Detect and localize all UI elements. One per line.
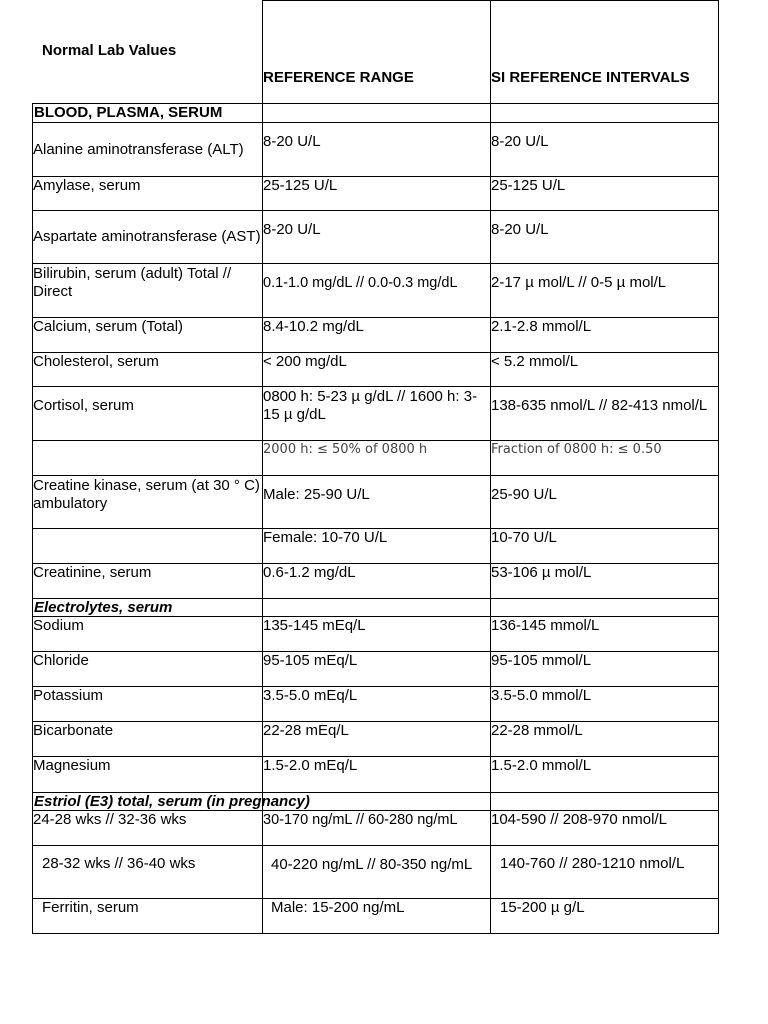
lab-reference-range: Male: 25-90 U/L — [263, 486, 370, 503]
lab-test-name: Cortisol, serum — [33, 397, 134, 414]
lab-reference-range: 95-105 mEq/L — [263, 652, 358, 669]
lab-test-name: Alanine aminotransferase (ALT) — [33, 140, 244, 158]
lab-reference-range: 135-145 mEq/L — [263, 617, 366, 634]
lab-test-name — [33, 441, 261, 459]
lab-si-interval: 95-105 mmol/L — [491, 652, 592, 669]
lab-reference-range: 40-220 ng/mL // 80-350 ng/mL — [271, 856, 473, 873]
lab-si-interval: 25-125 U/L — [491, 177, 566, 194]
lab-si-interval: 8-20 U/L — [491, 133, 549, 150]
lab-test-name: Potassium — [33, 687, 104, 704]
lab-si-interval: Fraction of 0800 h: ≤ 0.50 — [491, 442, 662, 457]
lab-reference-range: 1.5-2.0 mEq/L — [263, 757, 358, 774]
lab-si-interval: 104-590 // 208-970 nmol/L — [491, 811, 667, 828]
lab-reference-range: 8-20 U/L — [263, 221, 321, 238]
lab-si-interval: 2-17 µ mol/L // 0-5 µ mol/L — [491, 274, 667, 291]
lab-si-interval: 15-200 µ g/L — [500, 899, 585, 916]
lab-reference-range: < 200 mg/dL — [263, 353, 347, 370]
lab-reference-range: 0.6-1.2 mg/dL — [263, 564, 356, 581]
lab-test-name: Ferritin, serum — [42, 899, 139, 916]
column-header-si-intervals: SI REFERENCE INTERVALS — [491, 69, 690, 86]
lab-si-interval: 22-28 mmol/L — [491, 722, 583, 739]
table-border-top — [262, 0, 719, 1]
lab-test-name: 24-28 wks // 32-36 wks — [33, 811, 187, 828]
lab-si-interval: 25-90 U/L — [491, 486, 557, 503]
lab-test-name: Calcium, serum (Total) — [33, 318, 184, 335]
lab-si-interval: 2.1-2.8 mmol/L — [491, 318, 592, 335]
lab-test-name: Bilirubin, serum (adult) Total // Direct — [33, 265, 232, 300]
lab-test-name: Magnesium — [33, 757, 111, 774]
lab-si-interval: 138-635 nmol/L // 82-413 nmol/L — [491, 397, 708, 414]
lab-reference-range: 8-20 U/L — [263, 133, 321, 150]
lab-test-name: Aspartate aminotransferase (AST) — [33, 228, 261, 245]
lab-si-interval: 3.5-5.0 mmol/L — [491, 687, 592, 704]
lab-reference-range: 0800 h: 5-23 µ g/dL // 1600 h: 3-15 µ g/dL — [263, 388, 478, 423]
lab-reference-range: 22-28 mEq/L — [263, 722, 349, 739]
section-header-blood-plasma-serum: BLOOD, PLASMA, SERUM — [34, 104, 223, 121]
table-border-right — [718, 0, 719, 934]
lab-test-name: Amylase, serum — [33, 177, 141, 194]
lab-si-interval: < 5.2 mmol/L — [491, 353, 579, 370]
lab-test-name: Bicarbonate — [33, 722, 114, 739]
lab-reference-range: 30-170 ng/mL // 60-280 ng/mL — [263, 812, 458, 828]
lab-test-name: Sodium — [33, 617, 84, 634]
lab-reference-range: Female: 10-70 U/L — [263, 529, 388, 546]
lab-si-interval: 8-20 U/L — [491, 221, 549, 238]
lab-test-name: Cholesterol, serum — [33, 353, 159, 370]
lab-reference-range: 8.4-10.2 mg/dL — [263, 318, 364, 335]
section-header-estriol: Estriol (E3) total, serum (in pregnancy) — [34, 792, 310, 810]
column-header-reference-range: REFERENCE RANGE — [263, 69, 414, 86]
lab-test-name: Creatinine, serum — [33, 564, 152, 581]
page-title: Normal Lab Values — [42, 42, 177, 59]
lab-test-name: Creatine kinase, serum (at 30 ° C) ambulatory — [33, 477, 260, 512]
section-header-electrolytes: Electrolytes, serum — [34, 598, 173, 616]
lab-si-interval: 53-106 µ mol/L — [491, 564, 592, 581]
lab-si-interval: 10-70 U/L — [491, 529, 557, 546]
lab-reference-range: Male: 15-200 ng/mL — [271, 899, 405, 916]
lab-test-name — [33, 529, 261, 547]
lab-test-name: Chloride — [33, 652, 89, 669]
lab-reference-range: 2000 h: ≤ 50% of 0800 h — [263, 442, 428, 457]
lab-si-interval: 140-760 // 280-1210 nmol/L — [500, 854, 685, 872]
lab-reference-range: 0.1-1.0 mg/dL // 0.0-0.3 mg/dL — [263, 275, 458, 291]
table-border-bottom — [32, 933, 719, 934]
lab-reference-range: 25-125 U/L — [263, 177, 338, 194]
lab-test-name: 28-32 wks // 36-40 wks — [42, 854, 196, 872]
lab-reference-range: 3.5-5.0 mEq/L — [263, 687, 358, 704]
lab-si-interval: 1.5-2.0 mmol/L — [491, 757, 592, 774]
lab-si-interval: 136-145 mmol/L — [491, 617, 600, 634]
